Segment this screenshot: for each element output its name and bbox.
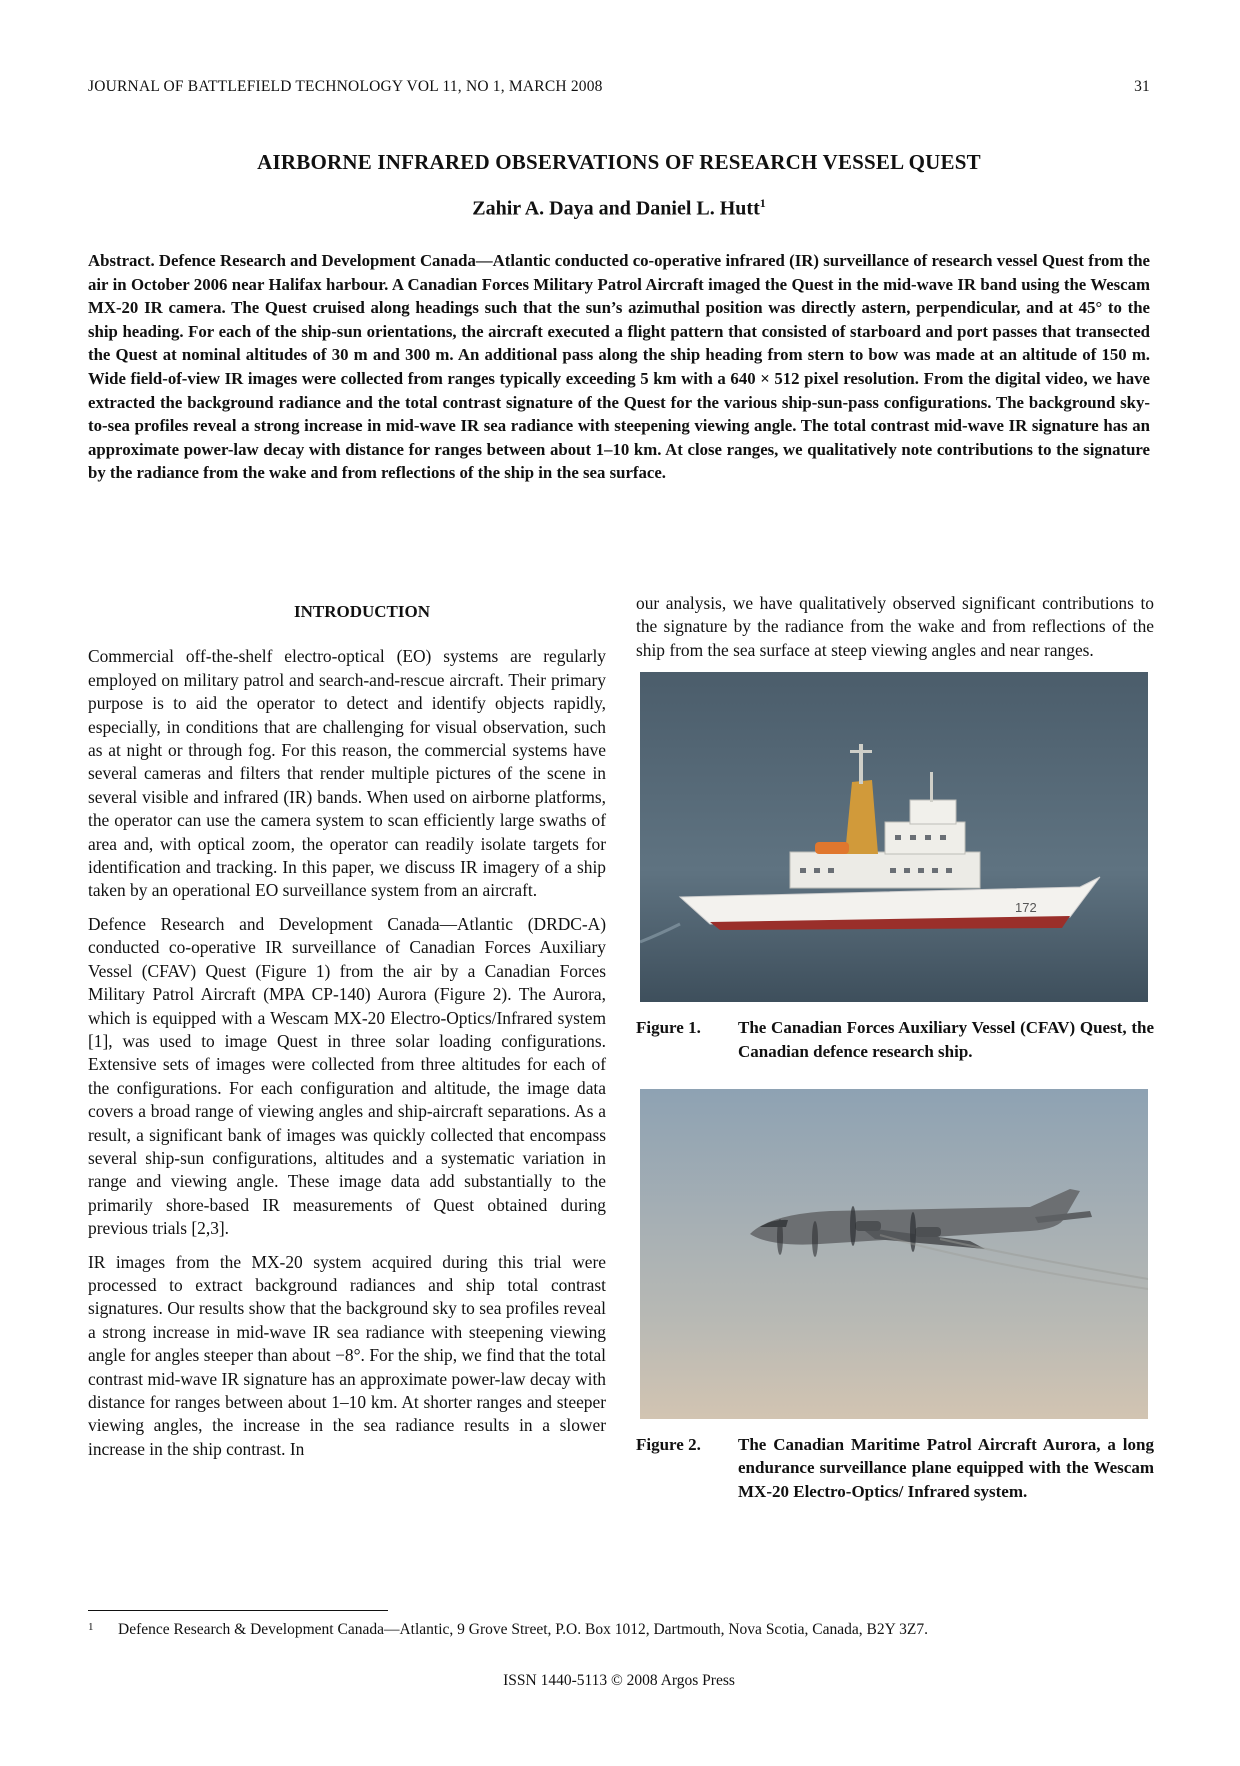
intro-paragraph-continuation: our analysis, we have qualitatively observed significant contributions to the signature by the radiance from the wake and from reflections of the ship from the sea surface at steep viewing angles and near ranges. bbox=[636, 593, 1154, 660]
journal-citation: JOURNAL OF BATTLEFIELD TECHNOLOGY VOL 11, NO 1, MARCH 2008 bbox=[88, 78, 603, 95]
figure-2-aircraft-photo bbox=[640, 1089, 1148, 1419]
author-names: Zahir A. Daya and Daniel L. Hutt bbox=[472, 197, 760, 220]
intro-paragraph-3: IR images from the MX-20 system acquired during this trial were processed to extract background radiances and ship total contrast signatures. Our results show that the background sky to sea profiles reveal a strong increase in mid-wave IR sea radiance with steepening viewing angle for angles steeper than about −8°. For the ship, we find that the total contrast mid-wave IR signature has an approximate power-law decay with distance for ranges between about 1–10 km. At shorter ranges and steeper viewing angles, the increase in the sea radiance results in a slower increase in the ship contrast. In bbox=[88, 1251, 606, 1459]
section-heading-introduction: INTRODUCTION bbox=[293, 602, 431, 621]
left-column bbox=[88, 600, 606, 1471]
right-column bbox=[636, 592, 1154, 1503]
figure-2-caption bbox=[636, 1433, 1154, 1503]
sky-background bbox=[640, 1089, 1148, 1419]
page-footer: ISSN 1440-5113 © 2008 Argos Press bbox=[503, 1672, 735, 1689]
figure-2-caption-text: The Canadian Maritime Patrol Aircraft Aurora, a long endurance surveillance plane equipped with the Wescam MX-20 Electro-Optics/ Infrared system. bbox=[738, 1435, 1154, 1501]
figure-1-caption-text: The Canadian Forces Auxiliary Vessel (CFAV) Quest, the Canadian defence research ship. bbox=[738, 1018, 1154, 1061]
intro-paragraph-2: Defence Research and Development Canada—Atlantic (DRDC-A) conducted co-operative IR surveillance of Canadian Forces Auxiliary Vessel (CFAV) Quest (Figure 1) from the air by a Canadian Forces Military Patrol Aircraft (MPA CP-140) Aurora (Figure 2). The Aurora, which is equipped with a Wescam MX-20 Electro-Optics/Infrared system [1], was used to image Quest in three solar loading configurations. Extensive sets of images were collected from three altitudes for each of the configurations. For each configuration and altitude, the image data covers a broad range of viewing angles and ship-aircraft separations. As a result, a significant bank of images was quickly collected that encompass several ship-sun configurations, altitudes and a systematic variation in range and viewing angle. These image data add substantially to the primarily shore-based IR measurements of Quest obtained during previous trials [2,3]. bbox=[88, 913, 606, 1239]
author-footnote-mark: 1 bbox=[759, 196, 766, 210]
footnote-mark: 1 bbox=[88, 1621, 94, 1633]
figure-1-ship-photo bbox=[640, 672, 1148, 1002]
intro-paragraph-1: Commercial off-the-shelf electro-optical (EO) systems are regularly employed on military patrol and search-and-rescue aircraft. Their primary purpose is to aid the operator to detect and identify objects rapidly, especially, in conditions that are challenging for visual observation, such as at night or through fog. For this reason, the commercial systems have several cameras and filters that render multiple pictures of the scene in several visible and infrared (IR) bands. When used on airborne platforms, the operator can use the camera system to scan efficiently large swaths of area and, with optical zoom, the operator can readily isolate targets for identification and tracking. In this paper, we discuss IR imagery of a ship taken by an operational EO surveillance system from an aircraft. bbox=[88, 646, 606, 901]
footnote-rule bbox=[88, 1610, 388, 1611]
page-number: 31 bbox=[1134, 78, 1150, 95]
running-head bbox=[88, 78, 1150, 96]
article-authors bbox=[88, 196, 1150, 221]
figure-1-label: Figure 1. bbox=[636, 1018, 701, 1038]
figure-2-label: Figure 2. bbox=[636, 1435, 701, 1455]
footnote-text: Defence Research & Development Canada—Atlantic, 9 Grove Street, P.O. Box 1012, Dartmouth, Nova Scotia, Canada, B2Y 3Z7. bbox=[118, 1621, 928, 1638]
footnote bbox=[88, 1621, 1150, 1639]
figure-1-caption bbox=[636, 1016, 1154, 1063]
article-title: AIRBORNE INFRARED OBSERVATIONS OF RESEARCH VESSEL QUEST bbox=[257, 150, 981, 174]
abstract: Abstract. Defence Research and Development Canada—Atlantic conducted co-operative infrared (IR) surveillance of research vessel Quest from the air in October 2006 near Halifax harbour. A Canadian Forces Military Patrol Aircraft imaged the Quest in the mid-wave IR band using the Wescam MX-20 IR camera. The Quest cruised along headings such that the sun’s azimuthal position was directly astern, perpendicular, and at 45° to the ship heading. For each of the ship-sun orientations, the aircraft executed a flight pattern that consisted of starboard and port passes that transected the Quest at nominal altitudes of 30 m and 300 m. An additional pass along the ship heading from stern to bow was made at an altitude of 150 m. Wide field-of-view IR images were collected from ranges typically exceeding 5 km with a 640 × 512 pixel resolution. From the digital video, we have extracted the background radiance and the total contrast signature of the Quest for the various ship-sun-pass configurations. The background sky-to-sea profiles reveal a strong increase in mid-wave IR sea radiance with steepening viewing angle. The total contrast mid-wave IR signature has an approximate power-law decay with distance for ranges between about 1–10 km. At close ranges, we qualitatively note contributions to the signature by the radiance from the wake and from reflections of the ship in the sea surface. bbox=[88, 251, 1150, 483]
hull-number: 172 bbox=[1015, 900, 1037, 916]
